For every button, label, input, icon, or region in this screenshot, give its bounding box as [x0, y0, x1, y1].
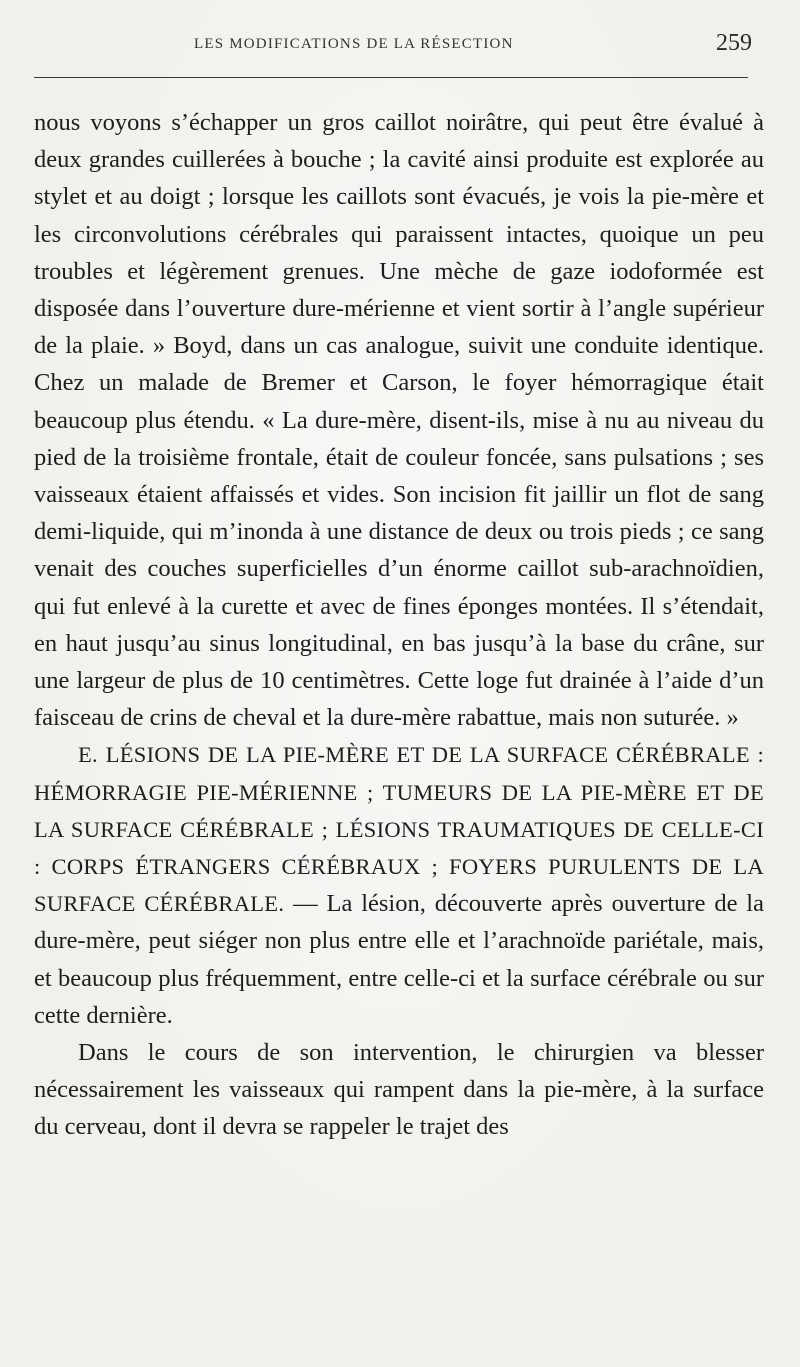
section-text: — La lésion, découverte après ouverture de la dure-mère, peut siéger non plus entre elle et l’arachnoïde pariétale, mais, et beaucoup plus fréquemment, entre celle-ci et la surface cérébrale ou sur cette dernière. — [34, 890, 764, 1029]
section-letter: E. — [78, 742, 98, 768]
section-heading: LÉSIONS DE LA PIE-MÈRE ET DE LA SURFACE CÉRÉBRALE : HÉMORRAGIE PIE-MÉRIENNE ; TUMEURS DE LA PIE-MÈRE ET DE LA SURFACE CÉRÉBRALE ; LÉSIONS TRAUMATIQUES DE CELLE-CI : CORPS ÉTRANGERS CÉRÉBRAUX ; FOYERS PURULENTS DE LA SURFACE CÉRÉBRALE. — [34, 742, 764, 917]
header-rule — [34, 77, 748, 78]
body-text — [34, 104, 764, 1146]
section-paragraph — [34, 736, 764, 1034]
running-title: LES MODIFICATIONS DE LA RÉSECTION — [194, 36, 514, 52]
paragraph: Dans le cours de son intervention, le chirurgien va blesser nécessairement les vaisseaux qui rampent dans la pie-mère, à la surface du cerveau, dont il devra se rappeler le trajet des — [34, 1039, 764, 1141]
page-number: 259 — [716, 30, 752, 56]
running-head — [34, 30, 752, 66]
paragraph-continued: nous voyons s’échapper un gros caillot noirâtre, qui peut être évalué à deux grandes cuillerées à bouche ; la cavité ainsi produite est explorée au stylet et au doigt ; lorsque les caillots sont évacués, je vois la pie-mère et les circonvolutions cérébrales qui paraissent intactes, quoique un peu troubles et légèrement grenues. Une mèche de gaze iodoformée est disposée dans l’ouverture dure-mérienne et vient sortir à l’angle supérieur de la plaie. » Boyd, dans un cas analogue, suivit une conduite identique. Chez un malade de Bremer et Carson, le foyer hémorragique était beaucoup plus étendu. « La dure-mère, disent-ils, mise à nu au niveau du pied de la troisième frontale, était de couleur foncée, sans pulsations ; ses vaisseaux étaient affaissés et vides. Son incision fit jaillir un flot de sang demi-liquide, qui m’inonda à une distance de deux ou trois pieds ; ce sang venait des couches superficielles d’un énorme caillot sub-arachnoïdien, qui fut enlevé à la curette et avec de fines éponges montées. Il s’étendait, en haut jusqu’au sinus longitudinal, en bas jusqu’à la base du crâne, sur une largeur de plus de 10 centimètres. Cette loge fut drainée à l’aide d’un faisceau de crins de cheval et la dure-mère rabattue, mais non suturée. » — [34, 109, 764, 732]
